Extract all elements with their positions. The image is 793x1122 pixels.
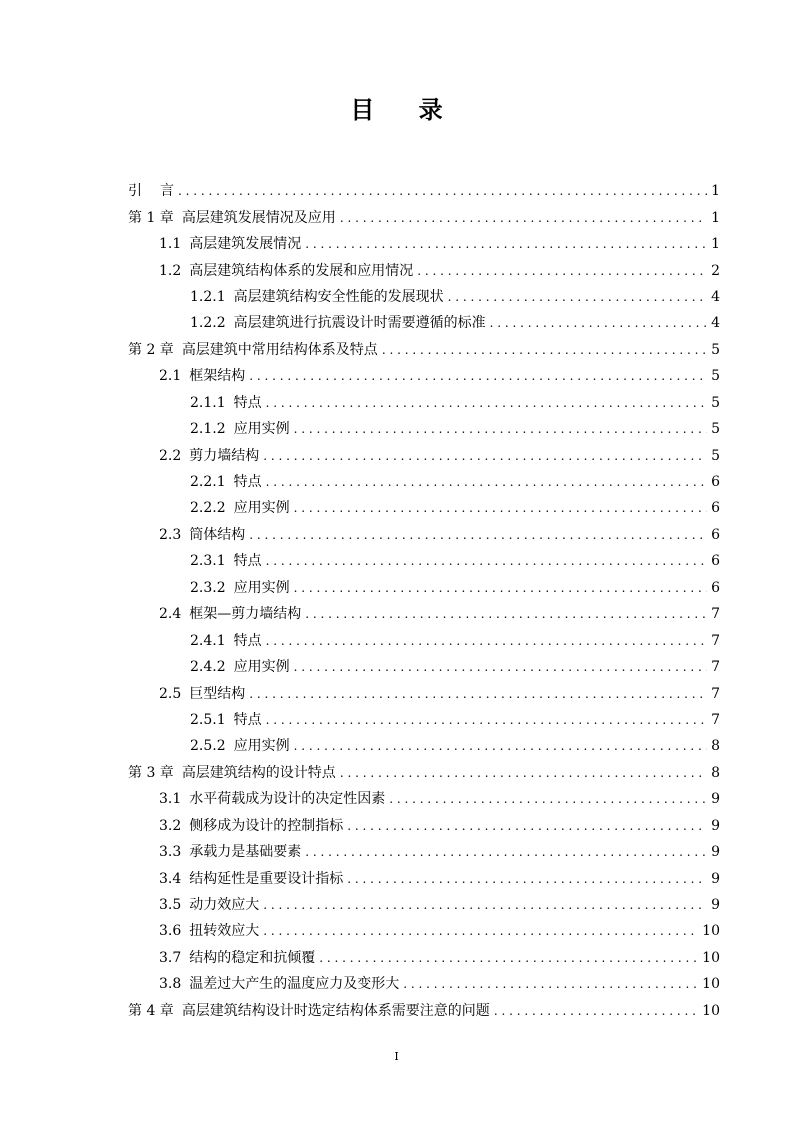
toc-title: 目 录 [350, 96, 461, 124]
toc-entry[interactable] [128, 945, 720, 971]
toc-entry-number: 1.2.2 [190, 315, 226, 332]
toc-entry-page: 8 [711, 764, 720, 781]
toc-entry-page: 7 [711, 659, 720, 676]
toc-dot-leader [417, 258, 707, 284]
toc-entry-page: 6 [711, 579, 720, 596]
toc-entry-title: 扭转效应大 [189, 923, 260, 940]
toc-entry[interactable] [128, 522, 720, 548]
toc-entry-page: 1 [711, 236, 720, 253]
toc-entry-number: 2.2.1 [190, 474, 226, 491]
toc-entry-page: 6 [711, 474, 720, 491]
toc-entry-page: 9 [711, 870, 720, 887]
toc-dot-leader [249, 681, 707, 707]
toc-entry-page: 10 [702, 923, 720, 940]
toc-entry[interactable] [128, 813, 720, 839]
toc-entry-number: 2.1.1 [190, 394, 226, 411]
toc-entry-page: 1 [711, 183, 720, 200]
toc-entry-page: 9 [711, 844, 720, 861]
toc-entry-page: 10 [702, 976, 720, 993]
toc-entry-title: 侧移成为设计的控制指标 [189, 817, 344, 834]
toc-entry[interactable] [128, 363, 720, 389]
toc-entry[interactable] [128, 416, 720, 442]
toc-entry-title: 高层建筑发展情况 [189, 236, 302, 253]
toc-dot-leader [266, 628, 707, 654]
toc-entry-page: 9 [711, 897, 720, 914]
toc-entry-page: 7 [711, 606, 720, 623]
toc-entry-page: 5 [711, 447, 720, 464]
toc-dot-leader [266, 390, 707, 416]
toc-entry-number: 第 4 章 [128, 1002, 174, 1019]
toc-entry-page: 7 [711, 685, 720, 702]
toc-entry[interactable] [128, 575, 720, 601]
toc-dot-leader [249, 363, 707, 389]
toc-entry-title: 巨型结构 [189, 685, 246, 702]
toc-entry[interactable] [128, 548, 720, 574]
toc-dot-leader [305, 839, 707, 865]
toc-entry-number: 第 1 章 [128, 209, 174, 226]
toc-entry-page: 1 [711, 209, 720, 226]
toc-entry[interactable] [128, 998, 720, 1024]
toc-dot-leader [347, 866, 707, 892]
toc-entry-number: 2.4 [159, 606, 182, 623]
toc-entry-title: 高层建筑结构的设计特点 [181, 764, 336, 781]
toc-entry-page: 6 [711, 553, 720, 570]
toc-entry-page: 6 [711, 526, 720, 543]
toc-entry[interactable] [128, 601, 720, 627]
toc-entry-number: 3.4 [159, 870, 182, 887]
toc-dot-leader [382, 337, 707, 363]
toc-entry-title: 应用实例 [233, 500, 290, 517]
toc-entry-page: 9 [711, 817, 720, 834]
toc-entry-title: 高层建筑结构安全性能的发展现状 [233, 288, 444, 305]
toc-entry[interactable] [128, 892, 720, 918]
toc-entry[interactable] [128, 204, 720, 230]
toc-entry-title: 框架结构 [189, 368, 246, 385]
toc-entry-page: 7 [711, 711, 720, 728]
toc-entry-number: 1.1 [159, 236, 182, 253]
toc-entry-title: 水平荷载成为设计的决定性因素 [189, 791, 386, 808]
toc-entry-page: 6 [711, 500, 720, 517]
toc-entry[interactable] [128, 231, 720, 257]
toc-entry[interactable] [128, 971, 720, 997]
toc-dot-leader [305, 231, 707, 257]
toc-entry-number: 2.3.2 [190, 579, 226, 596]
toc-entry-number: 引 [128, 183, 142, 200]
toc-entry-title: 特点 [233, 474, 262, 491]
toc-entry-number: 3.1 [159, 791, 182, 808]
toc-dot-leader [294, 575, 707, 601]
toc-entry-page: 9 [711, 791, 720, 808]
toc-dot-leader [294, 416, 707, 442]
toc-entry-number: 1.2 [159, 262, 182, 279]
toc-dot-leader [263, 892, 707, 918]
toc-entry-number: 3.6 [159, 923, 182, 940]
toc-dot-leader [305, 601, 707, 627]
toc-entry-page: 4 [711, 288, 720, 305]
toc-entry-title: 高层建筑结构设计时选定结构体系需要注意的问题 [181, 1002, 490, 1019]
toc-entry[interactable] [128, 918, 720, 944]
toc-dot-leader [347, 813, 707, 839]
toc-entry-title: 承载力是基础要素 [189, 844, 302, 861]
toc-entry-title: 框架—剪力墙结构 [189, 606, 302, 623]
toc-entry-page: 10 [702, 1002, 720, 1019]
toc-dot-leader [263, 443, 707, 469]
toc-entry-title: 剪力墙结构 [189, 447, 260, 464]
toc-entry-title: 应用实例 [233, 421, 290, 438]
toc-entry-title: 筒体结构 [189, 526, 246, 543]
toc-entry-number: 1.2.1 [190, 288, 226, 305]
toc-dot-leader [249, 522, 707, 548]
toc-entry-page: 2 [711, 262, 720, 279]
toc-entry-title: 高层建筑结构体系的发展和应用情况 [189, 262, 414, 279]
toc-entry[interactable] [128, 390, 720, 416]
toc-entry-number: 第 2 章 [128, 341, 174, 358]
toc-entry-number: 2.3 [159, 526, 182, 543]
toc-entry[interactable] [128, 284, 720, 310]
toc-entry-page: 5 [711, 341, 720, 358]
toc-entry-page: 4 [711, 315, 720, 332]
toc-entry-title: 应用实例 [233, 579, 290, 596]
toc-entry-page: 5 [711, 421, 720, 438]
toc-entry-title: 温差过大产生的温度应力及变形大 [189, 976, 400, 993]
toc-dot-leader [266, 469, 707, 495]
table-of-contents [128, 178, 720, 1024]
toc-entry[interactable] [128, 760, 720, 786]
toc-entry-title: 特点 [233, 553, 262, 570]
toc-entry-title: 动力效应大 [189, 897, 260, 914]
toc-entry-number: 3.3 [159, 844, 182, 861]
toc-dot-leader [294, 495, 707, 521]
toc-entry-page: 5 [711, 394, 720, 411]
toc-entry-page: 8 [711, 738, 720, 755]
toc-entry[interactable] [128, 310, 720, 336]
toc-entry-page: 5 [711, 368, 720, 385]
toc-entry-title: 特点 [233, 711, 262, 728]
toc-entry[interactable] [128, 627, 720, 653]
toc-entry[interactable] [128, 707, 720, 733]
toc-entry-title: 高层建筑中常用结构体系及特点 [181, 341, 378, 358]
toc-entry[interactable] [128, 733, 720, 759]
toc-entry-number: 第 3 章 [128, 764, 174, 781]
toc-entry-title: 结构延性是重要设计指标 [189, 870, 344, 887]
toc-entry-number: 2.4.2 [190, 659, 226, 676]
toc-entry[interactable] [128, 257, 720, 283]
toc-entry-title: 高层建筑进行抗震设计时需要遵循的标准 [233, 315, 486, 332]
toc-dot-leader [494, 998, 698, 1024]
toc-entry-number: 3.8 [159, 976, 182, 993]
toc-entry-number: 2.5 [159, 685, 182, 702]
toc-entry[interactable] [128, 839, 720, 865]
toc-entry[interactable] [128, 786, 720, 812]
toc-entry[interactable] [128, 865, 720, 891]
toc-entry-number: 2.3.1 [190, 553, 226, 570]
toc-entry-number: 2.1.2 [190, 421, 226, 438]
toc-dot-leader [266, 707, 707, 733]
toc-entry-number: 2.4.1 [190, 632, 226, 649]
toc-entry[interactable] [128, 178, 720, 204]
toc-dot-leader [294, 733, 707, 759]
toc-entry-title: 言 [160, 183, 174, 200]
toc-entry[interactable] [128, 469, 720, 495]
toc-entry[interactable] [128, 654, 720, 680]
toc-entry-title: 特点 [233, 394, 262, 411]
toc-entry-title: 高层建筑发展情况及应用 [181, 209, 336, 226]
toc-entry-number: 3.2 [159, 817, 182, 834]
toc-dot-leader [490, 310, 707, 336]
toc-entry-number: 2.5.2 [190, 738, 226, 755]
page-number-footer: I [394, 1050, 399, 1063]
toc-entry-number: 3.7 [159, 949, 182, 966]
toc-entry-title: 特点 [233, 632, 262, 649]
toc-entry-number: 2.2.2 [190, 500, 226, 517]
toc-dot-leader [340, 760, 707, 786]
toc-dot-leader [448, 284, 707, 310]
toc-entry-title: 结构的稳定和抗倾覆 [189, 949, 316, 966]
toc-dot-leader [319, 945, 698, 971]
toc-entry-number: 3.5 [159, 897, 182, 914]
toc-entry-title: 应用实例 [233, 659, 290, 676]
toc-dot-leader [403, 971, 698, 997]
toc-entry[interactable] [128, 337, 720, 363]
toc-entry-title: 应用实例 [233, 738, 290, 755]
toc-entry-page: 7 [711, 632, 720, 649]
toc-dot-leader [178, 178, 707, 204]
toc-entry[interactable] [128, 442, 720, 468]
toc-entry[interactable] [128, 680, 720, 706]
toc-dot-leader [266, 548, 707, 574]
toc-dot-leader [389, 786, 707, 812]
toc-entry-number: 2.1 [159, 368, 182, 385]
toc-dot-leader [294, 654, 707, 680]
toc-entry-number: 2.5.1 [190, 711, 226, 728]
toc-dot-leader [263, 918, 698, 944]
toc-entry-number: 2.2 [159, 447, 182, 464]
toc-entry-page: 10 [702, 949, 720, 966]
toc-entry[interactable] [128, 495, 720, 521]
toc-dot-leader [340, 205, 707, 231]
